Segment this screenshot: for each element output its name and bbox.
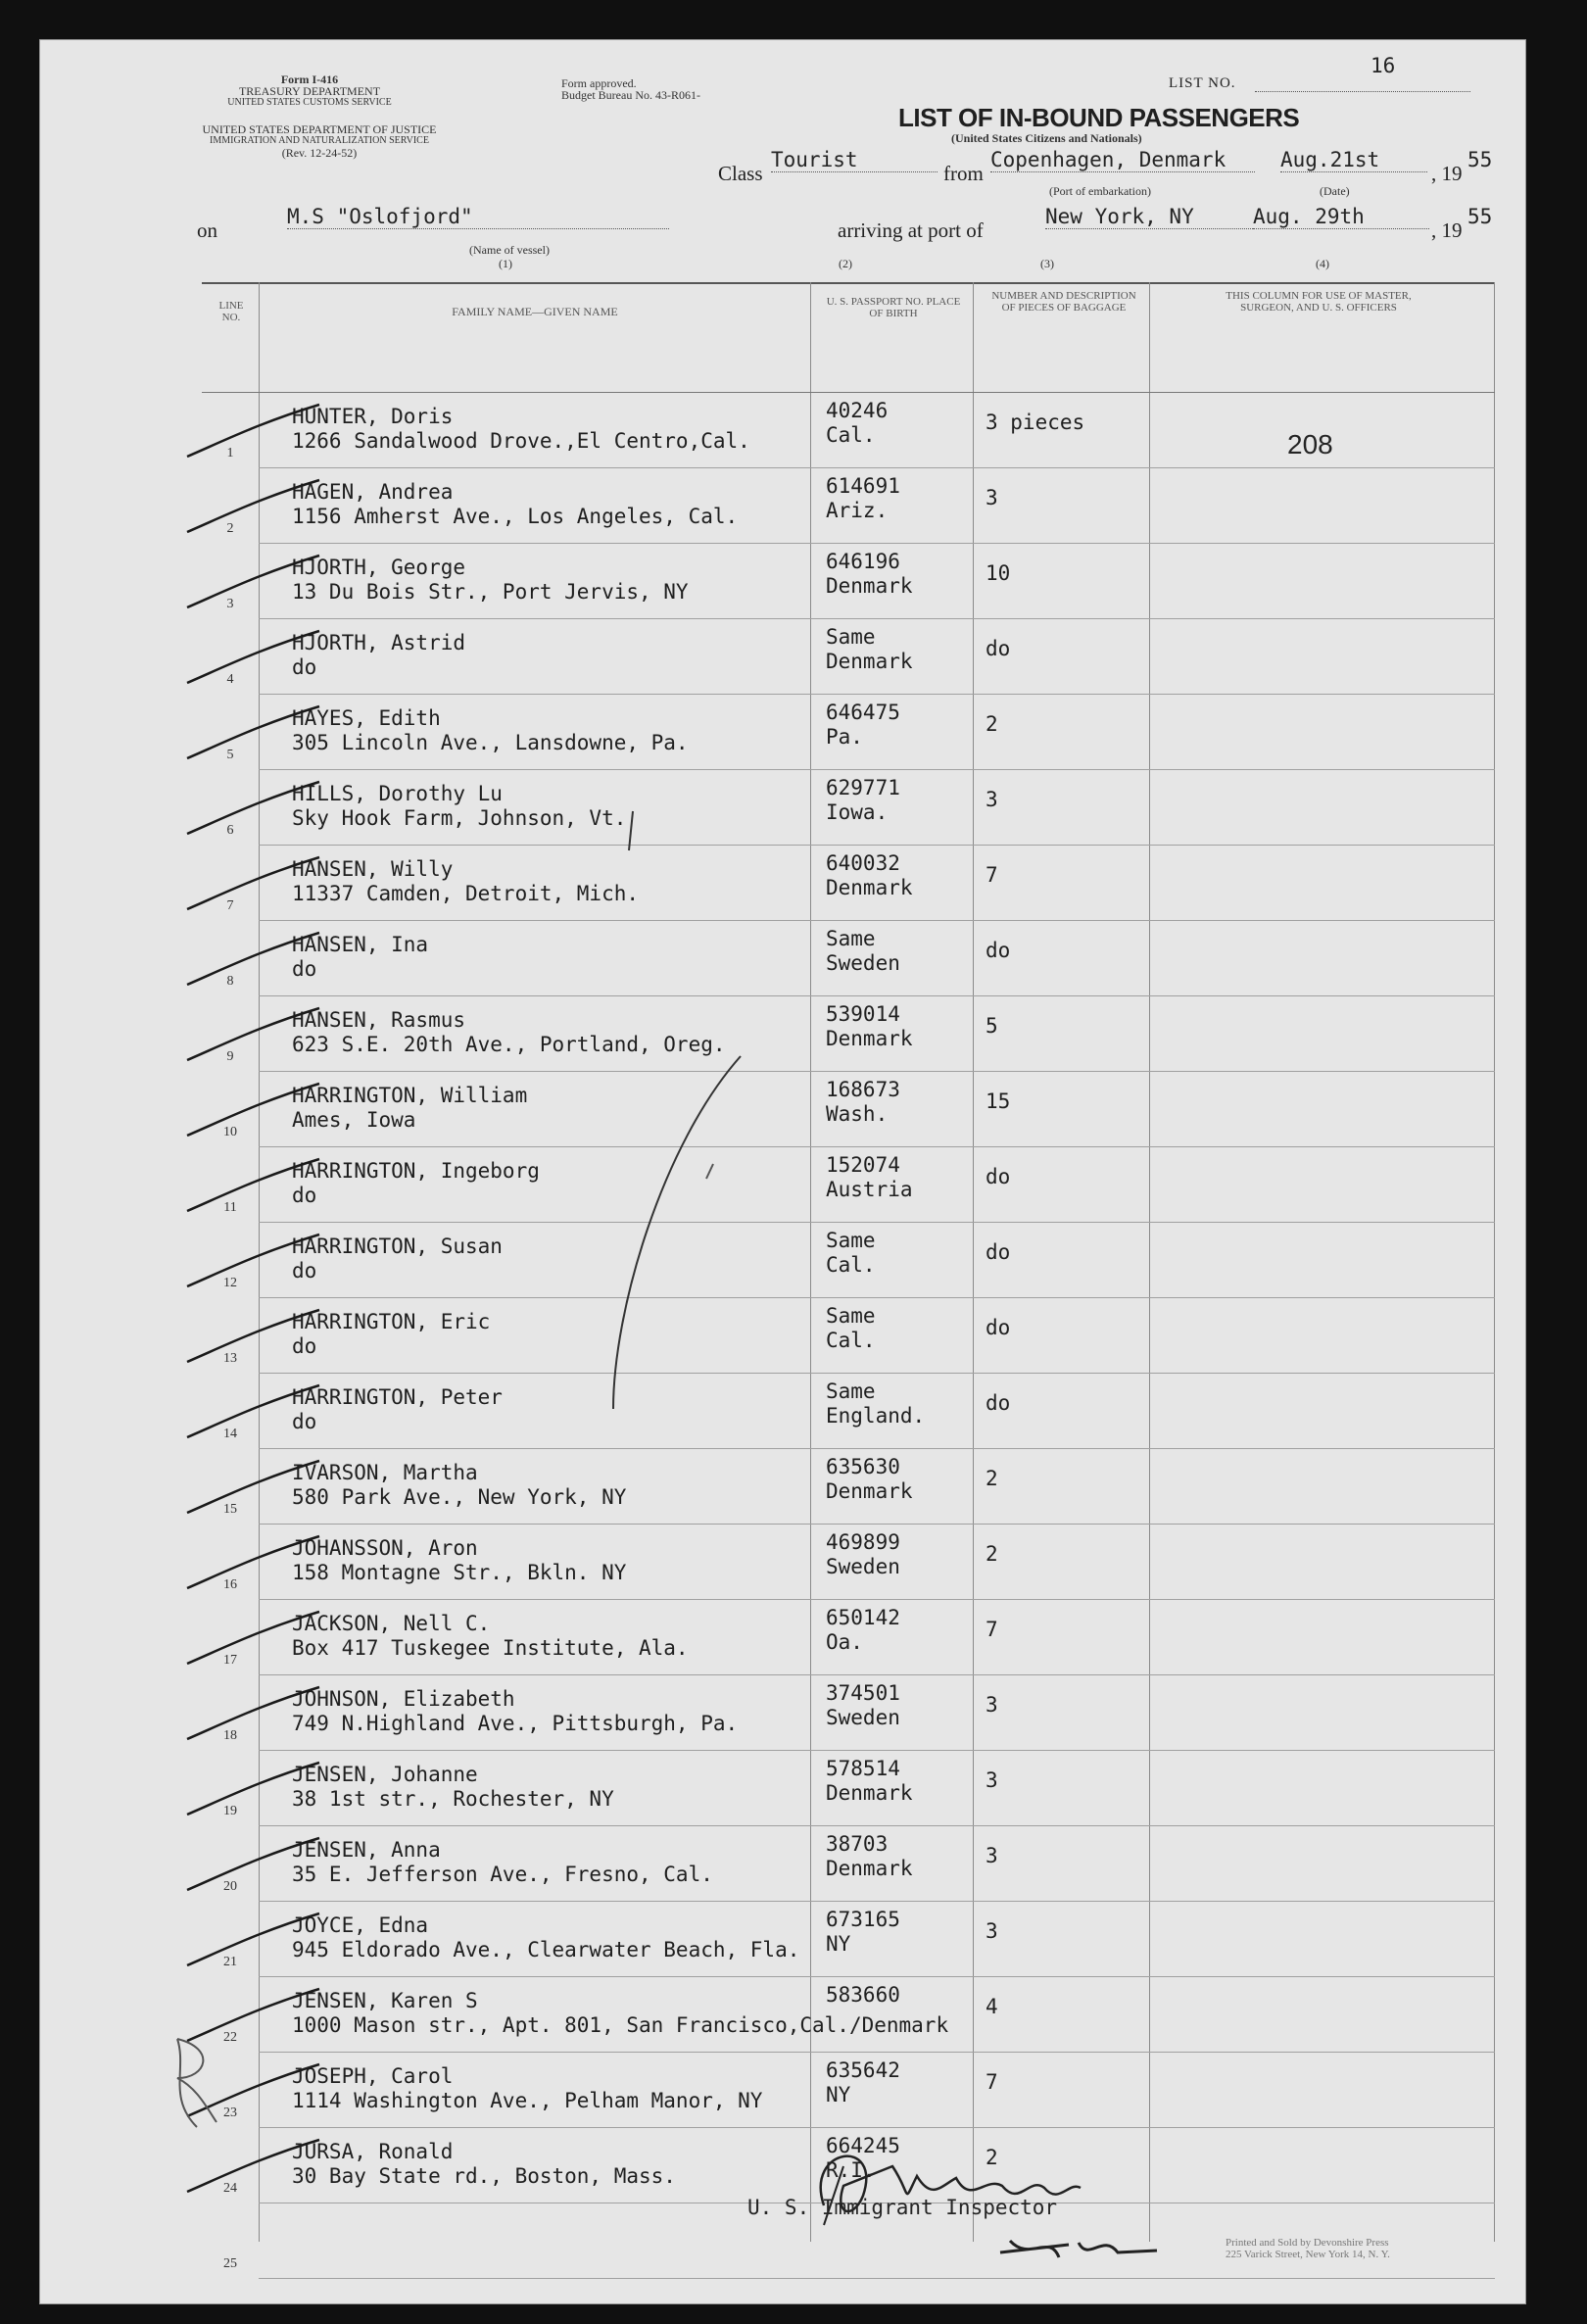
birthplace: R.I. xyxy=(826,2158,876,2182)
table-row xyxy=(202,468,1495,544)
line-number: 1 xyxy=(226,446,234,460)
passenger-address: do xyxy=(292,1259,317,1283)
birthplace: England. xyxy=(826,1404,926,1428)
passenger-name: HANSEN, Rasmus xyxy=(292,1008,466,1032)
table-row xyxy=(202,1072,1495,1147)
passport-cell xyxy=(826,399,888,448)
treasury-dept: TREASURY DEPARTMENT xyxy=(238,84,381,98)
baggage-count: 3 xyxy=(986,1693,998,1717)
passenger-name-cell xyxy=(292,405,750,454)
passport-cell xyxy=(826,1153,913,1202)
baggage-count: 2 xyxy=(986,1467,998,1490)
table-row xyxy=(202,1600,1495,1675)
table-row xyxy=(202,770,1495,846)
birthplace: Denmark xyxy=(826,1027,913,1050)
birthplace: Sweden xyxy=(826,951,900,975)
line-number: 6 xyxy=(226,823,234,838)
table-row xyxy=(202,1902,1495,1977)
birthplace: NY xyxy=(826,1932,851,1956)
birthplace: Wash. xyxy=(826,1102,889,1126)
passenger-name: HARRINGTON, Ingeborg xyxy=(292,1159,540,1183)
line-number: 17 xyxy=(223,1653,237,1668)
line-number: 5 xyxy=(226,748,234,762)
from-port: Copenhagen, Denmark xyxy=(990,148,1255,172)
passport-number: Same xyxy=(826,1229,876,1252)
line-number: 9 xyxy=(226,1049,234,1064)
passport-cell xyxy=(826,1606,900,1655)
row-divider xyxy=(259,2278,1495,2279)
passenger-address: 1114 Washington Ave., Pelham Manor, NY xyxy=(292,2089,763,2112)
table-row xyxy=(202,1826,1495,1902)
birthplace: Denmark xyxy=(826,1781,913,1805)
passenger-name: HJORTH, George xyxy=(292,556,466,579)
line-number: 8 xyxy=(226,974,234,989)
passenger-name-cell xyxy=(292,556,689,605)
passenger-name: HARRINGTON, Susan xyxy=(292,1235,503,1258)
caption-2: (2) xyxy=(839,257,852,270)
baggage-count: 3 pieces xyxy=(986,411,1085,434)
col-header-passport: U. S. PASSPORT NO. PLACE OF BIRTH xyxy=(826,296,961,319)
passport-number: 539014 xyxy=(826,1002,900,1026)
birthplace: Iowa. xyxy=(826,800,889,824)
baggage-count: 4 xyxy=(986,1995,998,2018)
approval-block xyxy=(561,77,700,101)
passenger-name-cell xyxy=(292,1310,490,1359)
passenger-name: JOHNSON, Elizabeth xyxy=(292,1687,515,1711)
passenger-name-cell xyxy=(292,2064,762,2113)
from-date: Aug.21st xyxy=(1280,148,1427,172)
year-value: 55 xyxy=(1467,148,1493,171)
passport-number: Same xyxy=(826,625,876,649)
passport-number: 646196 xyxy=(826,550,900,573)
passenger-name: JENSEN, Johanne xyxy=(292,1763,478,1786)
table-row xyxy=(202,2053,1495,2128)
passenger-name: JURSA, Ronald xyxy=(292,2140,454,2163)
passport-number: Same xyxy=(826,1304,876,1328)
table-row xyxy=(202,846,1495,921)
passport-cell xyxy=(826,776,900,825)
caption-3: (3) xyxy=(1040,257,1054,270)
birthplace: Denmark xyxy=(826,876,913,899)
passenger-name-cell xyxy=(292,1687,738,1736)
passenger-name-cell xyxy=(292,933,428,982)
passport-number: Same xyxy=(826,1380,876,1403)
line-number: 19 xyxy=(223,1804,237,1818)
line-number: 4 xyxy=(226,672,234,687)
birthplace: Pa. xyxy=(826,725,863,749)
col-header-officers: THIS COLUMN FOR USE OF MASTER, SURGEON, AND U. S. OFFICERS xyxy=(1226,290,1412,314)
passenger-address: 1156 Amherst Ave., Los Angeles, Cal. xyxy=(292,505,739,528)
passport-cell xyxy=(826,1380,925,1428)
table-row xyxy=(202,996,1495,1072)
baggage-count: do xyxy=(986,1165,1011,1188)
margin-mark xyxy=(148,2029,226,2137)
birthplace: Austria xyxy=(826,1178,913,1201)
table-top-border xyxy=(202,282,1495,284)
birthplace: Denmark xyxy=(826,650,913,673)
passenger-address: 30 Bay State rd., Boston, Mass. xyxy=(292,2164,676,2188)
passport-cell xyxy=(826,1304,876,1353)
passenger-address: 38 1st str., Rochester, NY xyxy=(292,1787,614,1811)
baggage-count: 15 xyxy=(986,1089,1011,1113)
vessel-name: M.S "Oslofjord" xyxy=(287,205,669,229)
justice-block xyxy=(187,123,452,159)
form-number: Form I-416 xyxy=(280,73,339,86)
passenger-name-cell xyxy=(292,1536,626,1585)
page-subtitle: (United States Citizens and Nationals) xyxy=(951,131,1142,145)
col-header-name: FAMILY NAME—GIVEN NAME xyxy=(452,305,618,318)
passport-number: 578514 xyxy=(826,1757,900,1780)
table-row xyxy=(202,1147,1495,1223)
birthplace: Sweden xyxy=(826,1706,900,1729)
line-number: 2 xyxy=(226,521,234,536)
printer-line-2: 225 Varick Street, New York 14, N. Y. xyxy=(1226,2249,1390,2260)
initials-mark xyxy=(981,2223,1177,2272)
on-label: on xyxy=(197,218,217,242)
inspector-label: U. S. Immigrant Inspector xyxy=(747,2196,1058,2219)
caption-4: (4) xyxy=(1316,257,1329,270)
list-no-value: 16 xyxy=(1371,54,1396,77)
port-embark-caption: (Port of embarkation) xyxy=(1049,184,1151,198)
birthplace: NY xyxy=(826,2083,851,2106)
passport-number: 469899 xyxy=(826,1530,900,1554)
form-agency-block xyxy=(177,73,442,109)
form-approved: Form approved. xyxy=(561,76,637,90)
passport-number: 640032 xyxy=(826,851,900,875)
passenger-address: do xyxy=(292,1334,317,1358)
passenger-name: HANSEN, Ina xyxy=(292,933,429,956)
passenger-address: 1000 Mason str., Apt. 801, San Francisco,Cal./Denmark xyxy=(292,2013,949,2037)
passenger-name: HAYES, Edith xyxy=(292,706,441,730)
passenger-name-cell xyxy=(292,1159,540,1208)
passenger-name: JENSEN, Anna xyxy=(292,1838,441,1862)
passenger-address: do xyxy=(292,655,317,679)
passenger-name: JACKSON, Nell C. xyxy=(292,1612,491,1635)
passenger-address: 305 Lincoln Ave., Lansdowne, Pa. xyxy=(292,731,689,754)
col-header-baggage: NUMBER AND DESCRIPTION OF PIECES OF BAGGAGE xyxy=(991,290,1136,314)
revision-date: (Rev. 12-24-52) xyxy=(281,146,358,160)
passport-cell xyxy=(826,1078,900,1127)
passenger-name-cell xyxy=(292,2140,676,2189)
passenger-address: do xyxy=(292,1410,317,1433)
passport-number: 650142 xyxy=(826,1606,900,1629)
line-number: 14 xyxy=(223,1427,237,1441)
birthplace: Denmark xyxy=(826,1479,913,1503)
arriving-label: arriving at port of xyxy=(838,218,984,242)
line-number: 23 xyxy=(223,2106,237,2120)
passport-cell xyxy=(826,474,900,523)
passenger-name-cell xyxy=(292,631,465,680)
baggage-count: 2 xyxy=(986,712,998,736)
birthplace: Ariz. xyxy=(826,499,889,522)
caption-1: (1) xyxy=(499,257,512,270)
passport-number: 583660 xyxy=(826,1983,900,2007)
passenger-name: HANSEN, Willy xyxy=(292,857,454,881)
table-row xyxy=(202,619,1495,695)
line-number: 25 xyxy=(223,2256,237,2271)
passport-cell xyxy=(826,1832,913,1881)
class-value: Tourist xyxy=(771,148,938,172)
justice-dept: UNITED STATES DEPARTMENT OF JUSTICE xyxy=(202,122,437,136)
passenger-address: do xyxy=(292,957,317,981)
passport-cell xyxy=(826,1455,913,1504)
passenger-address: Sky Hook Farm, Johnson, Vt. xyxy=(292,806,627,830)
baggage-count: 2 xyxy=(986,1542,998,1566)
passenger-name: JENSEN, Karen S xyxy=(292,1989,478,2012)
table-row xyxy=(202,1374,1495,1449)
line-number: 21 xyxy=(223,1955,237,1969)
passport-cell xyxy=(826,1908,900,1957)
line-number: 3 xyxy=(226,597,234,611)
line-number: 20 xyxy=(223,1879,237,1894)
passenger-address: Box 417 Tuskegee Institute, Ala. xyxy=(292,1636,689,1660)
passport-number: 629771 xyxy=(826,776,900,799)
passenger-name-cell xyxy=(292,782,626,831)
passenger-name: HILLS, Dorothy Lu xyxy=(292,782,503,805)
line-number: 15 xyxy=(223,1502,237,1517)
manifest-page xyxy=(39,39,1526,2304)
passenger-name: IVARSON, Martha xyxy=(292,1461,478,1484)
arrival-date: Aug. 29th xyxy=(1253,205,1429,229)
passport-number: 152074 xyxy=(826,1153,900,1177)
birthplace: Denmark xyxy=(826,574,913,598)
passenger-name: HARRINGTON, Eric xyxy=(292,1310,491,1333)
passport-number: 374501 xyxy=(826,1681,900,1705)
passenger-name: HAGEN, Andrea xyxy=(292,480,454,504)
passenger-name: JOSEPH, Carol xyxy=(292,2064,454,2088)
passport-number: 635630 xyxy=(826,1455,900,1478)
passport-cell xyxy=(826,625,913,674)
passenger-name-cell xyxy=(292,1461,626,1510)
passenger-name: HARRINGTON, Peter xyxy=(292,1385,503,1409)
passenger-address: 13 Du Bois Str., Port Jervis, NY xyxy=(292,580,689,604)
table-row xyxy=(202,1977,1495,2053)
table-row xyxy=(202,1449,1495,1525)
table-row xyxy=(202,1525,1495,1600)
passport-number: 614691 xyxy=(826,474,900,498)
baggage-count: do xyxy=(986,939,1011,962)
passport-number: 664245 xyxy=(826,2134,900,2157)
passenger-name: HJORTH, Astrid xyxy=(292,631,466,654)
budget-bureau: Budget Bureau No. 43-R061- xyxy=(561,88,700,102)
passport-cell xyxy=(826,1530,900,1579)
passenger-address: 158 Montagne Str., Bkln. NY xyxy=(292,1561,627,1584)
baggage-count: do xyxy=(986,637,1011,660)
line-number: 12 xyxy=(223,1276,237,1290)
page-title: LIST OF IN-BOUND PASSENGERS xyxy=(898,103,1300,132)
passport-cell xyxy=(826,1002,913,1051)
passenger-name: JOHANSSON, Aron xyxy=(292,1536,478,1560)
baggage-count: 3 xyxy=(986,788,998,811)
baggage-count: do xyxy=(986,1316,1011,1339)
passenger-name-cell xyxy=(292,480,738,529)
passenger-name-cell xyxy=(292,1235,503,1283)
table-row xyxy=(202,1751,1495,1826)
passenger-name-cell xyxy=(292,857,639,906)
passport-number: 40246 xyxy=(826,399,889,422)
printer-line-1: Printed and Sold by Devonshire Press xyxy=(1226,2237,1389,2249)
birthplace: Oa. xyxy=(826,1630,863,1654)
passenger-address: 945 Eldorado Ave., Clearwater Beach, Fla. xyxy=(292,1938,800,1961)
line-number: 22 xyxy=(223,2030,237,2045)
baggage-count: 3 xyxy=(986,1844,998,1867)
baggage-count: do xyxy=(986,1240,1011,1264)
birthplace: Sweden xyxy=(826,1555,900,1578)
passenger-name: HUNTER, Doris xyxy=(292,405,454,428)
class-label: Class xyxy=(718,162,763,185)
from-label: from xyxy=(943,162,984,185)
line-number: 7 xyxy=(226,898,234,913)
year-prefix: , 19 xyxy=(1431,162,1463,185)
passenger-name-cell xyxy=(292,1763,614,1812)
table-row xyxy=(202,921,1495,996)
passport-cell xyxy=(826,851,913,900)
line-number: 13 xyxy=(223,1351,237,1366)
birthplace: Cal. xyxy=(826,1329,876,1352)
birthplace: Cal. xyxy=(826,1253,876,1277)
birthplace: Denmark xyxy=(826,1857,913,1880)
passport-number: 38703 xyxy=(826,1832,889,1856)
passenger-name-cell xyxy=(292,1008,726,1057)
passenger-address: 749 N.Highland Ave., Pittsburgh, Pa. xyxy=(292,1712,739,1735)
table-row xyxy=(202,544,1495,619)
passenger-address: 11337 Camden, Detroit, Mich. xyxy=(292,882,640,905)
line-number: 24 xyxy=(223,2181,237,2196)
passenger-address: 35 E. Jefferson Ave., Fresno, Cal. xyxy=(292,1863,713,1886)
table-row xyxy=(202,1223,1495,1298)
baggage-count: 7 xyxy=(986,1618,998,1641)
list-no-line xyxy=(1255,91,1470,92)
passenger-address: 1266 Sandalwood Drove.,El Centro,Cal. xyxy=(292,429,750,453)
passenger-address: do xyxy=(292,1184,317,1207)
baggage-count: 7 xyxy=(986,2070,998,2094)
passport-number: 646475 xyxy=(826,701,900,724)
baggage-count: 2 xyxy=(986,2146,998,2169)
date-caption: (Date) xyxy=(1320,184,1350,198)
passport-cell xyxy=(826,2058,900,2107)
passport-cell xyxy=(826,550,913,599)
passport-number: 168673 xyxy=(826,1078,900,1101)
customs-service: UNITED STATES CUSTOMS SERVICE xyxy=(227,97,392,108)
passenger-name: HARRINGTON, William xyxy=(292,1084,528,1107)
year-prefix-2: , 19 xyxy=(1431,218,1463,242)
passport-cell xyxy=(826,1983,900,2008)
table-row xyxy=(202,1298,1495,1374)
printer-credit xyxy=(1226,2237,1390,2260)
arrival-port: New York, NY xyxy=(1045,205,1257,229)
passport-number: Same xyxy=(826,927,876,950)
vessel-caption: (Name of vessel) xyxy=(469,243,550,257)
passport-cell xyxy=(826,927,900,976)
list-no-label: LIST NO. xyxy=(1169,75,1236,91)
baggage-count: 3 xyxy=(986,1919,998,1943)
baggage-count: 3 xyxy=(986,1768,998,1792)
baggage-count: 10 xyxy=(986,561,1011,585)
passenger-address: 580 Park Ave., New York, NY xyxy=(292,1485,627,1509)
passport-cell xyxy=(826,1681,900,1730)
passenger-name-cell xyxy=(292,1838,713,1887)
passport-cell xyxy=(826,1757,913,1806)
year-value-2: 55 xyxy=(1467,205,1493,228)
passenger-address: Ames, Iowa xyxy=(292,1108,416,1132)
passenger-name-cell xyxy=(292,706,689,755)
line-number: 18 xyxy=(223,1728,237,1743)
line-number: 10 xyxy=(223,1125,237,1139)
passenger-name-cell xyxy=(292,1612,689,1661)
birthplace: Cal. xyxy=(826,423,876,447)
passenger-name: JOYCE, Edna xyxy=(292,1913,429,1937)
passenger-name-cell xyxy=(292,1385,503,1434)
table-row xyxy=(202,695,1495,770)
passenger-name-cell xyxy=(292,1913,799,1962)
ins-service: IMMIGRATION AND NATURALIZATION SERVICE xyxy=(210,135,429,146)
baggage-count: do xyxy=(986,1391,1011,1415)
baggage-count: 5 xyxy=(986,1014,998,1038)
passport-number: 673165 xyxy=(826,1908,900,1931)
passenger-address: 623 S.E. 20th Ave., Portland, Oreg. xyxy=(292,1033,726,1056)
table-row xyxy=(202,1675,1495,1751)
officer-note: 208 xyxy=(1287,429,1333,460)
passenger-name-cell xyxy=(292,1084,527,1133)
passport-number: 635642 xyxy=(826,2058,900,2082)
passport-cell xyxy=(826,1229,876,1278)
baggage-count: 7 xyxy=(986,863,998,887)
col-header-line: LINE NO. xyxy=(218,300,244,323)
line-number: 11 xyxy=(223,1200,237,1215)
line-number: 16 xyxy=(223,1577,237,1592)
passport-cell xyxy=(826,701,900,750)
baggage-count: 3 xyxy=(986,486,998,509)
